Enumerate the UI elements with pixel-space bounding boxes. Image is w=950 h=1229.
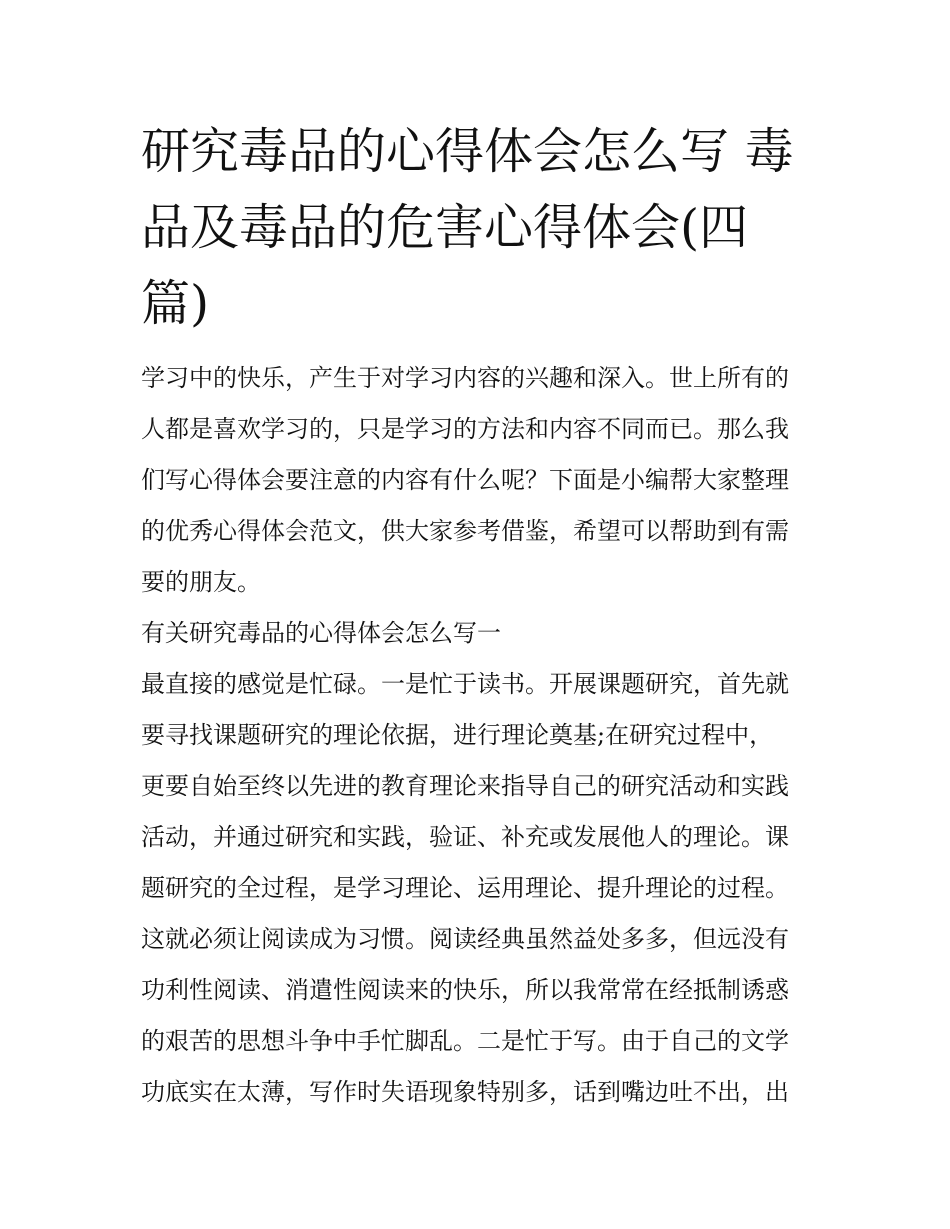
intro-line-5: 要的朋友。 [141, 568, 261, 596]
paragraph-line-8: 的艰苦的思想斗争中手忙脚乱。二是忙于写。由于自己的文学 [141, 1027, 789, 1055]
paragraph-line-6: 这就必须让阅读成为习惯。阅读经典虽然益处多多，但远没有 [141, 925, 789, 953]
paragraph-line-1: 最直接的感觉是忙碌。一是忙于读书。开展课题研究，首先就 [141, 670, 789, 698]
paragraph-line-2: 要寻找课题研究的理论依据，进行理论奠基;在研究过程中， [141, 721, 774, 749]
intro-line-1: 学习中的快乐，产生于对学习内容的兴趣和深入。世上所有的 [141, 364, 789, 392]
intro-line-3: 们写心得体会要注意的内容有什么呢？下面是小编帮大家整理 [141, 466, 789, 494]
intro-line-2: 人都是喜欢学习的，只是学习的方法和内容不同而已。那么我 [141, 415, 789, 443]
paragraph-line-7: 功利性阅读、消遣性阅读来的快乐，所以我常常在经抵制诱惑 [141, 976, 789, 1004]
paragraph-line-5: 题研究的全过程，是学习理论、运用理论、提升理论的过程。 [141, 874, 789, 902]
paragraph-line-4: 活动，并通过研究和实践，验证、补充或发展他人的理论。课 [141, 823, 789, 851]
intro-line-4: 的优秀心得体会范文，供大家参考借鉴，希望可以帮助到有需 [141, 517, 789, 545]
paragraph-line-3: 更要自始至终以先进的教育理论来指导自己的研究活动和实践 [141, 772, 789, 800]
document-title-line-3: 篇) [141, 275, 210, 332]
paragraph-line-9: 功底实在太薄，写作时失语现象特别多，话到嘴边吐不出，出 [141, 1078, 789, 1106]
document-title-line-2: 品及毒品的危害心得体会(四 [141, 199, 749, 256]
document-title-line-1: 研究毒品的心得体会怎么写 毒 [141, 123, 794, 180]
section-heading: 有关研究毒品的心得体会怎么写一 [141, 619, 501, 647]
